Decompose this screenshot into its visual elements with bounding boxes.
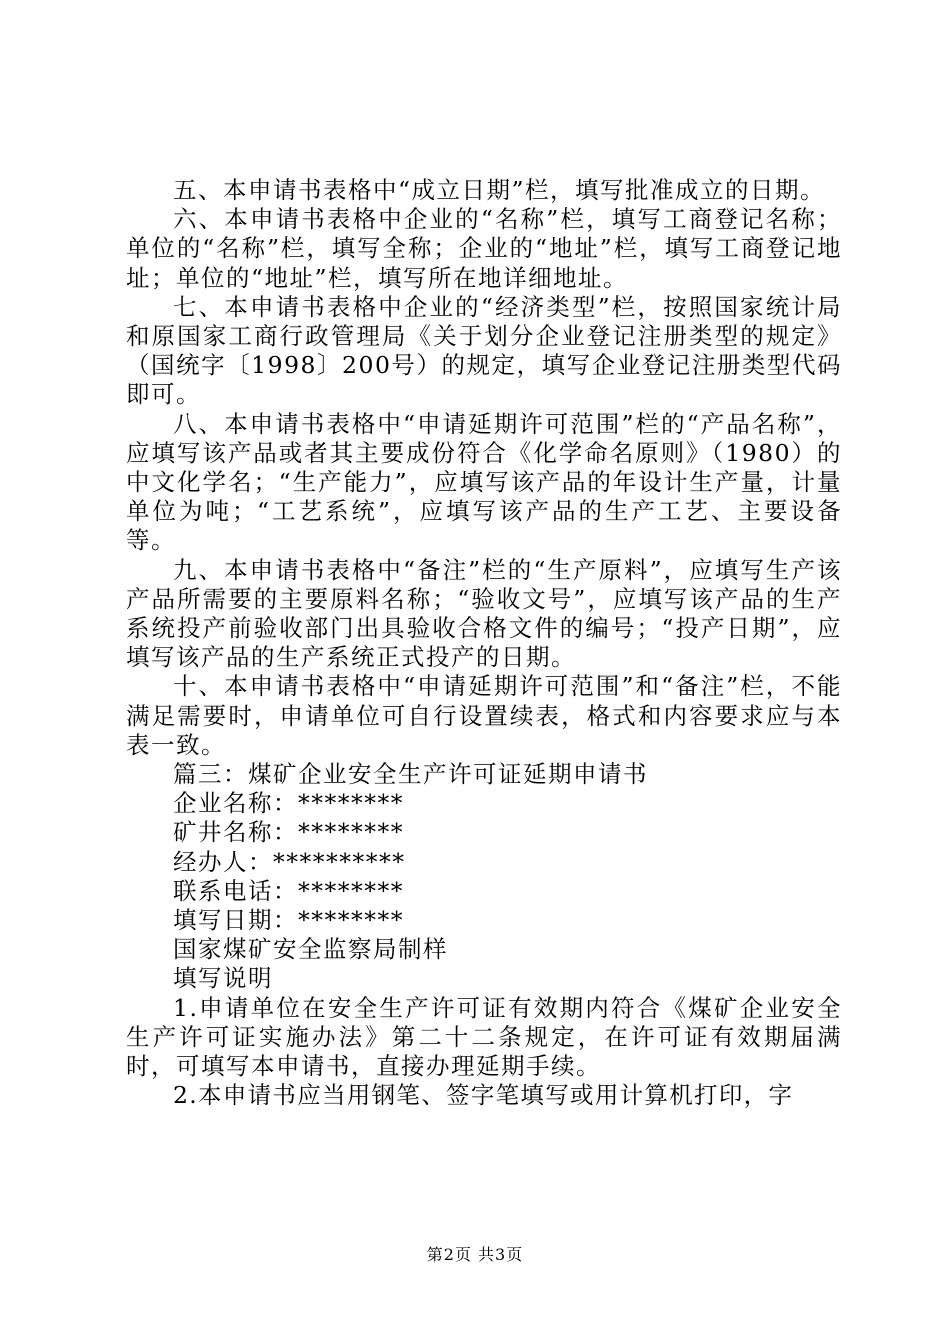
field-handler: 经办人：********** bbox=[173, 847, 406, 876]
document-body bbox=[126, 176, 842, 1111]
instruction-item-2: 2.本申请书应当用钢笔、签字笔填写或用计算机打印，字 bbox=[173, 1081, 794, 1110]
section-title: 篇三：煤矿企业安全生产许可证延期申请书 bbox=[173, 760, 648, 789]
field-fill-date: 填写日期：******** bbox=[173, 906, 404, 935]
page-footer: 第2页 共3页 bbox=[426, 1245, 524, 1264]
instructions-heading: 填写说明 bbox=[173, 964, 273, 993]
field-mine-name: 矿井名称：******** bbox=[173, 818, 404, 847]
field-phone: 联系电话：******** bbox=[173, 876, 404, 905]
paragraph-5: 五、本申请书表格中“成立日期”栏，填写批准成立的日期。 bbox=[173, 176, 826, 204]
paragraph-10: 十、本申请书表格中“申请延期许可范围”和“备注”栏，不能满足需要时，申请单位可自行设置续表，格式和内容要求应与本表一致。 bbox=[126, 672, 842, 759]
paragraph-6: 六、本申请书表格中企业的“名称”栏，填写工商登记名称；单位的“名称”栏，填写全称；企业的“地址”栏，填写工商登记地址；单位的“地址”栏，填写所在地详细地址。 bbox=[126, 205, 842, 292]
issuer-line: 国家煤矿安全监察局制样 bbox=[173, 935, 448, 964]
paragraph-7: 七、本申请书表格中企业的“经济类型”栏，按照国家统计局和原国家工商行政管理局《关于划分企业登记注册类型的规定》（国统字〔1998〕200号）的规定，填写企业登记注册类型代码即可。 bbox=[126, 292, 842, 409]
paragraph-9: 九、本申请书表格中“备注”栏的“生产原料”，应填写生产该产品所需要的主要原料名称；“验收文号”，应填写该产品的生产系统投产前验收部门出具验收合格文件的编号；“投产日期”，应填写该产品的生产系统正式投产的日期。 bbox=[126, 555, 842, 672]
paragraph-8: 八、本申请书表格中“申请延期许可范围”栏的“产品名称”，应填写该产品或者其主要成份符合《化学命名原则》（1980）的中文化学名；“生产能力”，应填写该产品的年设计生产量，计量单位为吨；“工艺系统”，应填写该产品的生产工艺、主要设备等。 bbox=[126, 409, 842, 555]
field-company-name: 企业名称：******** bbox=[173, 789, 404, 818]
instruction-item-1: 1.申请单位在安全生产许可证有效期内符合《煤矿企业安全生产许可证实施办法》第二十二条规定，在许可证有效期届满时，可填写本申请书，直接办理延期手续。 bbox=[126, 993, 842, 1081]
